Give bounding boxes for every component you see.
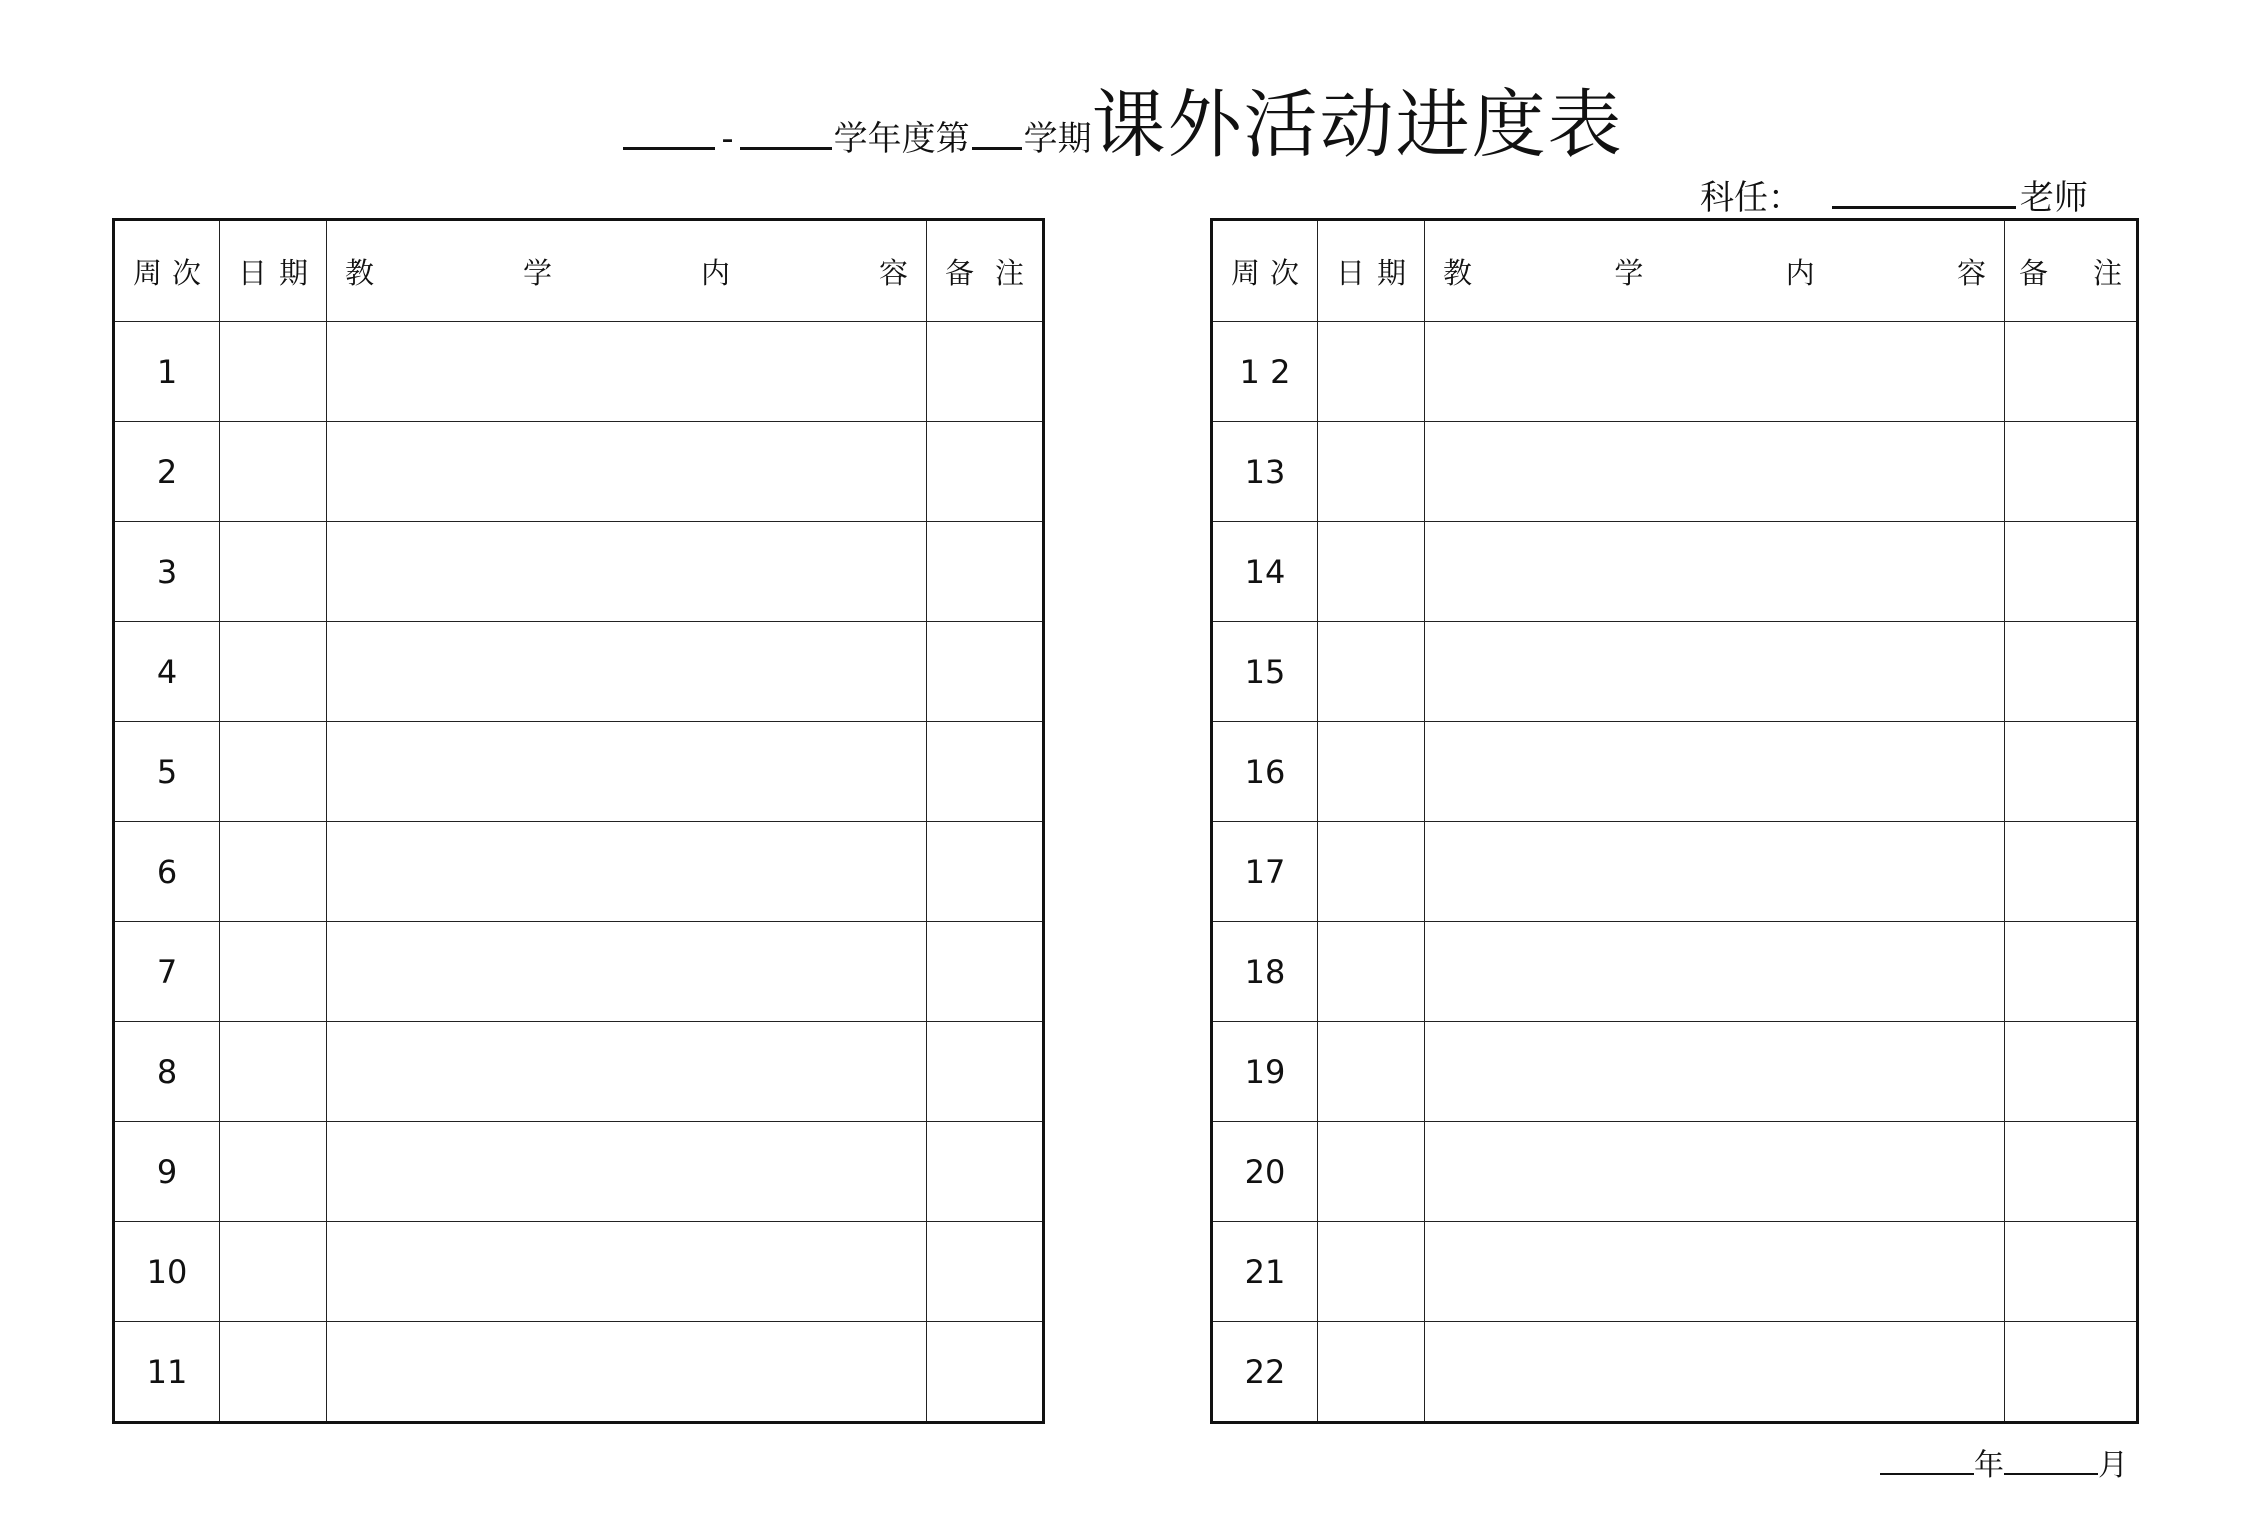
table-row [1212,522,2138,622]
title-year-label: 学年度第 [833,119,970,159]
end-year-blank[interactable] [740,119,832,150]
content-cell[interactable] [327,1222,927,1322]
note-cell[interactable] [2005,1122,2138,1222]
year-label: 年 [1974,1448,2004,1483]
note-cell[interactable] [2005,622,2138,722]
content-cell[interactable] [327,522,927,622]
header-content: 教 学 内 容 [327,220,927,322]
table-row [114,422,1044,522]
week-number: 11 [114,1322,220,1423]
table-row [114,1122,1044,1222]
table-row [1212,1122,2138,1222]
note-cell[interactable] [2005,422,2138,522]
week-number: 1 [114,322,220,422]
table-row [1212,822,2138,922]
note-cell[interactable] [927,1122,1044,1222]
content-cell[interactable] [1425,922,2005,1022]
note-cell[interactable] [927,722,1044,822]
week-number: 21 [1212,1222,1318,1322]
teacher-name-blank[interactable] [1832,178,2016,209]
week-number: 7 [114,922,220,1022]
content-cell[interactable] [1425,1122,2005,1222]
table-row [1212,1322,2138,1423]
date-cell[interactable] [1318,1122,1425,1222]
note-cell[interactable] [927,1022,1044,1122]
table-row [114,522,1044,622]
week-number: 16 [1212,722,1318,822]
header-date: 日 期 [220,220,327,322]
title-dash: - [721,119,734,159]
table-row [114,1322,1044,1423]
schedule-table-left [112,218,1045,1424]
date-cell[interactable] [1318,1322,1425,1423]
content-cell[interactable] [327,722,927,822]
table-row [1212,922,2138,1022]
week-number: 1 2 [1212,322,1318,422]
table-header-row [1212,220,2138,322]
content-cell[interactable] [327,1322,927,1423]
header-week: 周 次 [114,220,220,322]
table-row [114,722,1044,822]
table-row [1212,422,2138,522]
content-cell[interactable] [327,322,927,422]
week-number: 10 [114,1222,220,1322]
header-content: 教 学 内 容 [1425,220,2005,322]
subject-label: 科任： [1700,178,1802,218]
date-cell[interactable] [220,1222,327,1322]
week-number: 4 [114,622,220,722]
header-date: 日 期 [1318,220,1425,322]
note-cell[interactable] [2005,1022,2138,1122]
week-number: 8 [114,1022,220,1122]
date-cell[interactable] [1318,522,1425,622]
table-row [1212,622,2138,722]
table-row [1212,722,2138,822]
header-note: 备 注 [927,220,1044,322]
content-cell[interactable] [1425,322,2005,422]
date-cell[interactable] [220,1122,327,1222]
week-number: 2 [114,422,220,522]
date-cell[interactable] [1318,1022,1425,1122]
date-cell[interactable] [220,622,327,722]
content-cell[interactable] [327,622,927,722]
note-cell[interactable] [927,1222,1044,1322]
week-number: 3 [114,522,220,622]
month-label: 月 [2098,1448,2128,1483]
table-row [114,922,1044,1022]
teacher-line [1700,170,2088,219]
note-cell[interactable] [927,522,1044,622]
date-cell[interactable] [1318,1222,1425,1322]
content-cell[interactable] [1425,722,2005,822]
week-number: 20 [1212,1122,1318,1222]
table-row [1212,322,2138,422]
note-cell[interactable] [2005,822,2138,922]
week-number: 15 [1212,622,1318,722]
note-cell[interactable] [2005,1222,2138,1322]
content-cell[interactable] [1425,1322,2005,1423]
date-cell[interactable] [1318,422,1425,522]
table-row [114,1222,1044,1322]
week-number: 18 [1212,922,1318,1022]
week-number: 17 [1212,822,1318,922]
note-cell[interactable] [2005,322,2138,422]
note-cell[interactable] [927,822,1044,922]
date-cell[interactable] [1318,622,1425,722]
week-number: 9 [114,1122,220,1222]
date-cell[interactable] [220,1322,327,1423]
content-cell[interactable] [1425,1022,2005,1122]
content-cell[interactable] [327,1122,927,1222]
teacher-suffix: 老师 [2020,178,2088,218]
note-cell[interactable] [927,922,1044,1022]
date-cell[interactable] [220,422,327,522]
page-title [0,66,2245,172]
table-row [114,322,1044,422]
content-cell[interactable] [1425,1222,2005,1322]
note-cell[interactable] [2005,922,2138,1022]
date-cell[interactable] [220,722,327,822]
table-row [1212,1022,2138,1122]
date-cell[interactable] [220,1022,327,1122]
schedule-table-right [1210,218,2139,1424]
title-term-label: 学期 [1023,119,1092,159]
table-row [114,822,1044,922]
table-row [1212,1222,2138,1322]
content-cell[interactable] [1425,522,2005,622]
note-cell[interactable] [927,622,1044,722]
date-cell[interactable] [1318,822,1425,922]
content-cell[interactable] [327,822,927,922]
note-cell[interactable] [927,322,1044,422]
month-blank[interactable] [2004,1451,2098,1475]
week-number: 13 [1212,422,1318,522]
week-number: 6 [114,822,220,922]
date-line [1880,1440,2128,1484]
week-number: 14 [1212,522,1318,622]
term-blank[interactable] [972,119,1022,150]
note-cell[interactable] [2005,722,2138,822]
year-blank[interactable] [1880,1451,1974,1475]
note-cell[interactable] [2005,522,2138,622]
date-cell[interactable] [220,522,327,622]
title-main: 课外活动进度表 [1091,82,1624,168]
week-number: 19 [1212,1022,1318,1122]
table-row [114,622,1044,722]
content-cell[interactable] [327,1022,927,1122]
header-note: 备 注 [2005,220,2138,322]
date-cell[interactable] [1318,922,1425,1022]
content-cell[interactable] [327,922,927,1022]
note-cell[interactable] [2005,1322,2138,1423]
header-week: 周 次 [1212,220,1318,322]
content-cell[interactable] [1425,822,2005,922]
date-cell[interactable] [220,822,327,922]
content-cell[interactable] [1425,622,2005,722]
note-cell[interactable] [927,422,1044,522]
table-row [114,1022,1044,1122]
table-header-row [114,220,1044,322]
date-cell[interactable] [1318,322,1425,422]
content-cell[interactable] [327,422,927,522]
start-year-blank[interactable] [623,119,715,150]
week-number: 5 [114,722,220,822]
date-cell[interactable] [220,322,327,422]
date-cell[interactable] [220,922,327,1022]
content-cell[interactable] [1425,422,2005,522]
week-number: 22 [1212,1322,1318,1423]
date-cell[interactable] [1318,722,1425,822]
note-cell[interactable] [927,1322,1044,1423]
